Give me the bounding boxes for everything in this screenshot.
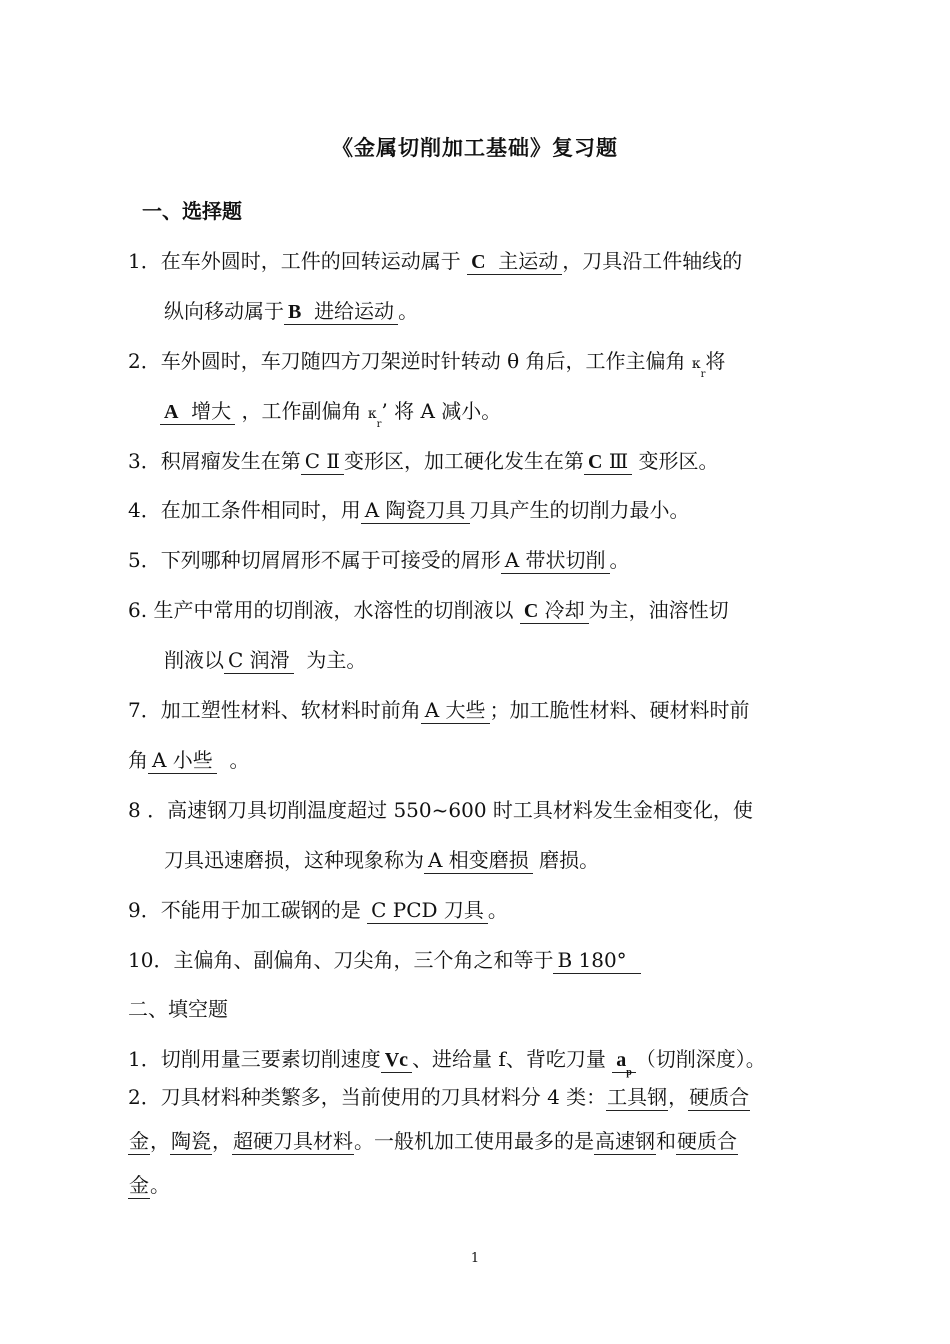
answer-blank: A 带状切削 <box>501 548 610 574</box>
question-text: 变形区。 <box>638 449 719 473</box>
question-text: ；加工脆性材料、硬材料时前 <box>489 698 750 722</box>
question-9 <box>128 895 508 925</box>
punctuation: ， <box>150 1129 170 1153</box>
question-text: 2．刀具材料种类繁多，当前使用的刀具材料分 4 类： <box>128 1085 607 1109</box>
question-text: 为主。 <box>306 648 367 672</box>
fill-2-line-2 <box>128 1126 738 1156</box>
question-text: （切削深度）。 <box>635 1047 766 1071</box>
punctuation: ， <box>212 1129 232 1153</box>
question-6-line-2 <box>164 645 366 675</box>
question-text: ，刀具沿工件轴线的 <box>562 249 743 273</box>
question-2-line-1 <box>128 346 725 381</box>
punctuation: ， <box>668 1085 689 1109</box>
prime-mark: ’ <box>381 399 388 423</box>
question-10 <box>128 945 641 975</box>
answer-blank: 金 <box>129 1173 149 1197</box>
subscript-r: r <box>700 369 706 380</box>
question-1-line-2 <box>164 296 418 327</box>
question-text: 刀具迅速磨损，这种现象称为 <box>164 848 424 872</box>
question-text: 为主，油溶性切 <box>588 598 729 622</box>
question-text: 将 A 减小。 <box>394 399 502 423</box>
question-text: 磨损。 <box>539 848 600 872</box>
answer-blank: C Ⅱ <box>301 449 344 475</box>
question-1-line-1 <box>128 246 742 277</box>
answer-blank: C PCD 刀具 <box>367 898 488 924</box>
punctuation: 。 <box>487 898 508 922</box>
question-4 <box>128 495 690 525</box>
answer-blank: C 主运动 <box>467 249 562 275</box>
question-7-line-2 <box>128 745 250 775</box>
question-2-line-2 <box>160 396 501 431</box>
answer-blank: A 小些 <box>148 748 217 774</box>
question-text: 7．加工塑性材料、软材料时前角 <box>128 698 421 722</box>
question-text: 1．在车外圆时，工件的回转运动属于 <box>128 249 461 273</box>
answer-blank: C 冷却 <box>520 598 589 624</box>
answer-blank: 超硬刀具材料 <box>233 1129 353 1153</box>
answer-blank: 金 <box>129 1129 149 1153</box>
kappa-symbol: κ <box>691 356 701 372</box>
question-text: 3．积屑瘤发生在第 <box>128 449 301 473</box>
answer-blank: B 180° <box>553 948 640 974</box>
question-8-line-1 <box>128 795 753 825</box>
answer-blank: 陶瓷 <box>171 1129 211 1153</box>
punctuation: 。 <box>398 299 419 323</box>
question-text: 削液以 <box>164 648 224 672</box>
question-text: 纵向移动属于 <box>164 299 284 323</box>
answer-blank: $a_p$ <box>612 1047 636 1073</box>
question-text: 1．切削用量三要素切削速度 <box>128 1047 381 1071</box>
answer-blank: A 增大 <box>160 399 235 425</box>
answer-blank: 高速钢 <box>595 1129 655 1153</box>
question-text: 5．下列哪种切屑屑形不属于可接受的屑形 <box>128 548 501 572</box>
question-text: ，工作副偏角 <box>241 399 362 423</box>
answer-blank: 硬质合 <box>689 1085 750 1109</box>
page-number: 1 <box>470 1251 480 1266</box>
kappa-symbol: κ <box>367 406 377 422</box>
question-text: 8 ．高速钢刀具切削温度超过 550~600 时工具材料发生金相变化，使 <box>128 798 753 822</box>
question-text: 。一般机加工使用最多的是 <box>354 1129 594 1153</box>
answer-blank: B 进给运动 <box>284 299 398 325</box>
fill-1 <box>128 1044 766 1079</box>
question-text: 变形区，加工硬化发生在第 <box>344 449 584 473</box>
subscript-r: r <box>376 419 382 430</box>
answer-blank: Vc <box>381 1049 412 1073</box>
question-text: 将 <box>705 349 726 373</box>
fill-2-line-1 <box>128 1082 750 1112</box>
question-3 <box>128 446 718 477</box>
question-text: 和 <box>656 1129 676 1153</box>
answer-blank: 工具钢 <box>607 1085 668 1109</box>
answer-blank: C Ⅲ <box>584 449 632 475</box>
section-heading-choice: 一、选择题 <box>142 199 242 223</box>
answer-blank: 硬质合 <box>677 1129 737 1153</box>
question-text: 、进给量 f、背吃刀量 <box>412 1047 606 1071</box>
punctuation: 。 <box>229 748 250 772</box>
punctuation: 。 <box>609 548 630 572</box>
question-text: 刀具产生的切削力最小。 <box>469 498 690 522</box>
section-heading-fill: 二、填空题 <box>128 997 228 1021</box>
question-text: 6. 生产中常用的切削液，水溶性的切削液以 <box>128 598 514 622</box>
answer-blank: A 陶瓷刀具 <box>361 498 470 524</box>
question-7-line-1 <box>128 695 750 725</box>
question-text: 10．主偏角、副偏角、刀尖角，三个角之和等于 <box>128 948 554 972</box>
fill-2-line-3 <box>128 1170 170 1200</box>
answer-blank: C 润滑 <box>224 648 294 674</box>
answer-blank: A 大些 <box>421 698 490 724</box>
question-6-line-1 <box>128 595 729 626</box>
question-text: 9．不能用于加工碳钢的是 <box>128 898 361 922</box>
question-text: 2．车外圆时，车刀随四方刀架逆时针转动 θ 角后，工作主偏角 <box>128 349 686 373</box>
question-text: 4．在加工条件相同时，用 <box>128 498 361 522</box>
answer-blank: A 相变磨损 <box>424 848 533 874</box>
question-text: 角 <box>128 748 148 772</box>
punctuation: 。 <box>150 1173 170 1197</box>
question-5 <box>128 545 630 575</box>
document-title: 《金属切削加工基础》复习题 <box>332 136 618 160</box>
question-8-line-2 <box>164 845 599 875</box>
